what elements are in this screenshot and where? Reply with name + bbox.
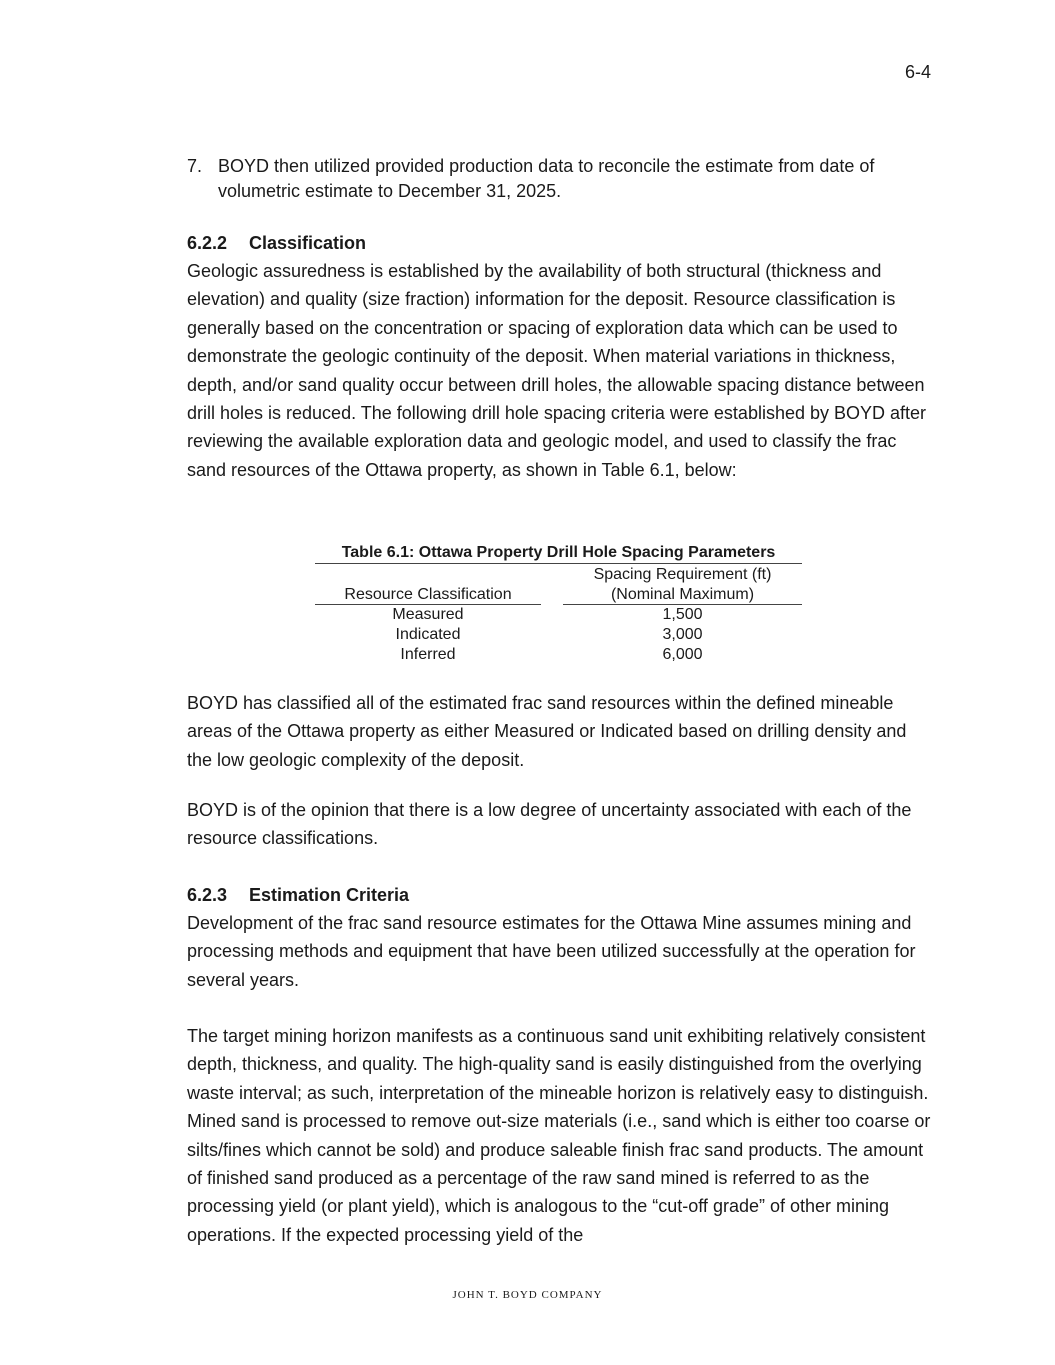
section-title: Classification — [249, 233, 367, 253]
table-title: Table 6.1: Ottawa Property Drill Hole Spacing Parameters — [341, 544, 776, 561]
list-item — [187, 154, 927, 204]
page-number: 6-4 — [904, 62, 931, 82]
table-cell-spacing: 6,000 — [662, 646, 703, 663]
col2-header-line2: (Nominal Maximum) — [610, 586, 755, 603]
section-title: Estimation Criteria — [249, 885, 410, 905]
classification-paragraph: Geologic assuredness is established by the availability of both structural (thickness and elevation) and quality (size fraction) information for the deposit. Resource classification is generally based on the concentration or spacing of exploration data which can be used to demonstrate the geologic continuity of the deposit. When material variations in thickness, depth, and/or sand quality occur between drill holes, the allowable spacing distance between drill holes is reduced. The following drill hole spacing criteria were established by BOYD after reviewing the available exploration data and geologic model, and used to classify the frac sand resources of the Ottawa property, as shown in Table 6.1, below: — [187, 261, 927, 480]
section-number: 6.2.3 — [187, 885, 228, 905]
table-cell-classification: Measured — [392, 606, 464, 623]
table-top-rule — [315, 563, 802, 564]
section-heading-estimation-criteria — [187, 883, 409, 907]
col2-header-line1: Spacing Requirement (ft) — [593, 566, 772, 583]
section-heading-classification — [187, 231, 366, 255]
col1-header: Resource Classification — [344, 586, 512, 603]
estimation-paragraph-2: The target mining horizon manifests as a continuous sand unit exhibiting relatively consistent depth, thickness, and quality. The high-quality sand is easily distinguished from the overlying waste interval; as such, interpretation of the mineable horizon is relatively easy to distinguish. Mined sand is processed to remove out-size materials (i.e., sand which is either too coarse or silts/fines which cannot be sold) and produce saleable finish frac sand products. The amount of finished sand produced as a percentage of the raw sand mined is referred to as the processing yield (or plant yield), which is analogous to the “cut-off grade” of other mining operations. If the expected processing yield of the — [187, 1026, 931, 1245]
table-cell-classification: Inferred — [400, 646, 456, 663]
section-number: 6.2.2 — [187, 233, 228, 253]
estimation-paragraph-1: Development of the frac sand resource estimates for the Ottawa Mine assumes mining and processing methods and equipment that have been utilized successfully at the operation for several years. — [187, 913, 916, 990]
footer-company-name: JOHN T. BOYD COMPANY — [452, 1289, 603, 1301]
table-cell-spacing: 3,000 — [662, 626, 703, 643]
table-cell-spacing: 1,500 — [662, 606, 703, 623]
list-item-text: BOYD then utilized provided production data to reconcile the estimate from date of volumetric estimate to December 31, 2025. — [218, 156, 875, 201]
table-cell-classification: Indicated — [395, 626, 461, 643]
list-item-number: 7. — [187, 156, 203, 176]
opinion-paragraph: BOYD is of the opinion that there is a low degree of uncertainty associated with each of the resource classifications. — [187, 800, 912, 849]
classified-paragraph: BOYD has classified all of the estimated frac sand resources within the defined mineable areas of the Ottawa property as either Measured or Indicated based on drilling density and the low geologic complexity of the deposit. — [187, 693, 907, 770]
